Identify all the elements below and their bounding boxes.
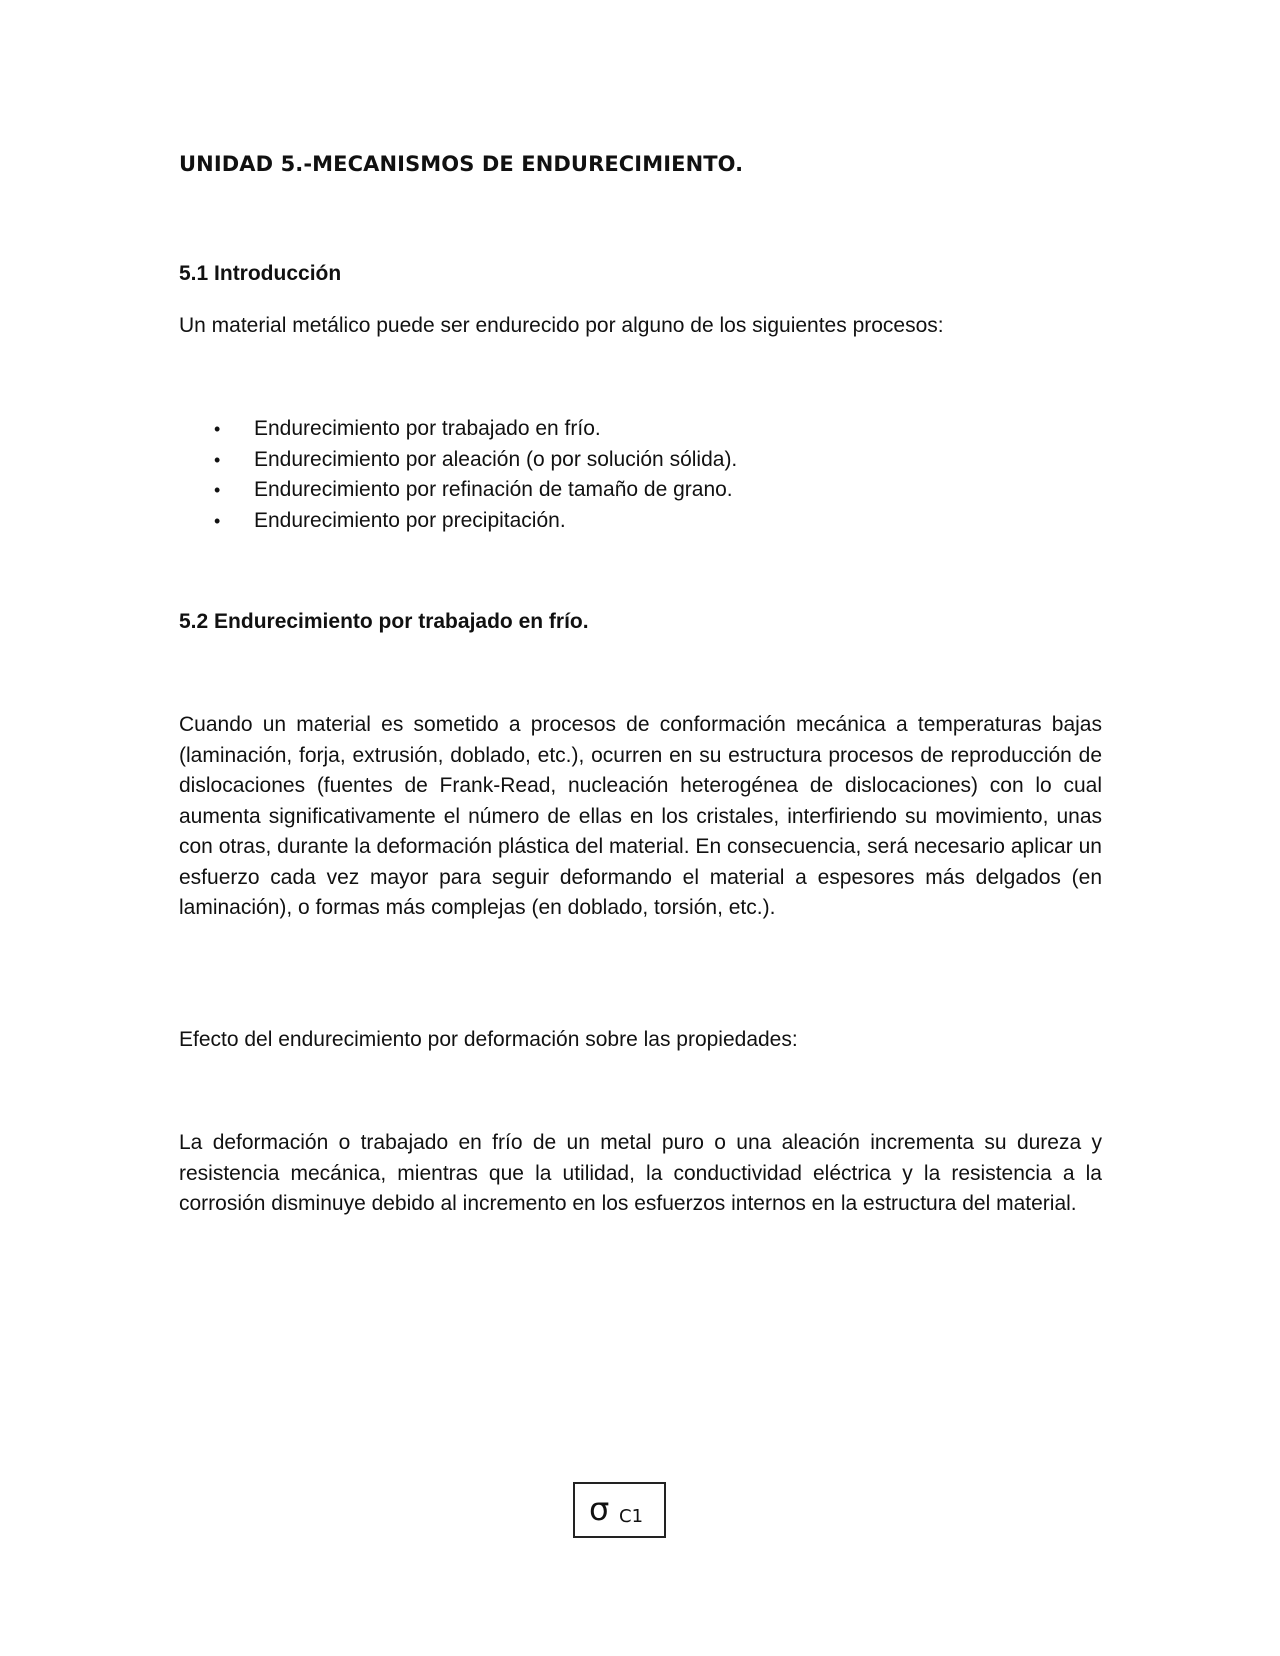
sigma-subscript: C1 bbox=[619, 1506, 644, 1527]
list-item bbox=[179, 506, 737, 537]
bullet-icon: • bbox=[214, 419, 221, 439]
effect-label-paragraph: Efecto del endurecimiento por deformación sobre las propiedades: bbox=[179, 1028, 798, 1051]
body-paragraph-properties: La deformación o trabajado en frío de un metal puro o una aleación incrementa su dureza y resistencia mecánica, mientras que la utilidad, la conductividad eléctrica y la resistencia a la corrosión disminuye debido al incremento en los esfuerzos internos en la estructura del material. bbox=[179, 1131, 1102, 1215]
sigma-symbol: σ bbox=[589, 1490, 610, 1528]
list-item-text: Endurecimiento por trabajado en frío. bbox=[254, 417, 601, 440]
document-title: UNIDAD 5.-MECANISMOS DE ENDURECIMIENTO. bbox=[179, 152, 744, 176]
section-heading-trabajado-en-frio: 5.2 Endurecimiento por trabajado en frío. bbox=[179, 610, 589, 633]
list-item-text: Endurecimiento por refinación de tamaño de grano. bbox=[254, 478, 733, 501]
list-item-text: Endurecimiento por precipitación. bbox=[254, 508, 566, 532]
list-item-text: Endurecimiento por aleación (o por solución sólida). bbox=[254, 447, 738, 471]
bullet-icon: • bbox=[214, 480, 221, 500]
body-paragraph-cold-work: Cuando un material es sometido a procesos de conformación mecánica a temperaturas bajas (laminación, forja, extrusión, doblado, etc.), ocurren en su estructura procesos de reproducción de dislocaciones (fuentes de Frank-Read, nucleación heterogénea de dislocaciones) con lo cual aumenta significativamente el número de ellas en los cristales, interfiriendo su movimiento, unas con otras, durante la deformación plástica del material. En consecuencia, será necesario aplicar un esfuerzo cada vez mayor para seguir deformando el material a espesores más delgados (en laminación), o formas más complejas (en doblado, torsión, etc.). bbox=[179, 713, 1102, 919]
sigma-figure-box bbox=[573, 1482, 666, 1538]
list-item bbox=[179, 475, 737, 506]
hardening-process-list bbox=[179, 414, 737, 536]
bullet-icon: • bbox=[214, 510, 221, 531]
list-item bbox=[179, 445, 737, 476]
section-heading-introduccion: 5.1 Introducción bbox=[179, 262, 342, 285]
bullet-icon: • bbox=[214, 449, 221, 470]
intro-paragraph: Un material metálico puede ser endurecido por alguno de los siguientes procesos: bbox=[179, 314, 944, 337]
list-item bbox=[179, 414, 737, 445]
